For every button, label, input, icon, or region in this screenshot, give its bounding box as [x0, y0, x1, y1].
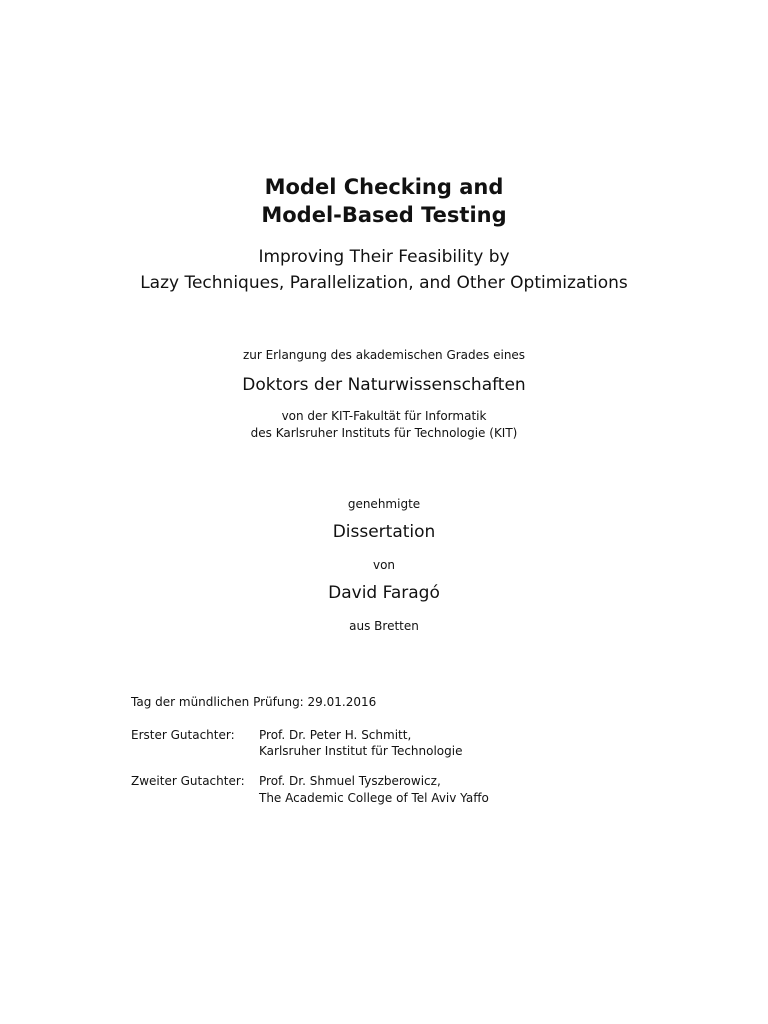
document-type: Dissertation [332, 522, 436, 542]
reviewer-2-affiliation: The Academic College of Tel Aviv Yaffo [259, 791, 489, 805]
approval-von: von [372, 558, 396, 572]
reviewer-2-name: Prof. Dr. Shmuel Tyszberowicz, [259, 774, 441, 788]
reviewer-1-label: Erster Gutachter: [131, 728, 235, 742]
author-origin: aus Bretten [349, 619, 419, 633]
title-line-1: Model Checking and [264, 175, 504, 199]
reviewer-1-affiliation: Karlsruher Institut für Technologie [259, 744, 463, 758]
degree-name: Doktors der Naturwissenschaften [242, 375, 526, 395]
reviewer-1-name: Prof. Dr. Peter H. Schmitt, [259, 728, 412, 742]
faculty-line-1: von der KIT-Fakultät für Informatik [281, 409, 487, 423]
faculty-line-2: des Karlsruher Instituts für Technologie (KIT) [250, 426, 518, 440]
degree-intro: zur Erlangung des akademischen Grades eines [242, 348, 526, 362]
reviewer-2-label: Zweiter Gutachter: [131, 774, 245, 788]
subtitle-line-2: Lazy Techniques, Parallelization, and Other Optimizations [140, 273, 628, 293]
approval-genehmigte: genehmigte [347, 497, 421, 511]
subtitle-line-1: Improving Their Feasibility by [258, 247, 510, 267]
exam-date: Tag der mündlichen Prüfung: 29.01.2016 [131, 695, 377, 709]
author-name: David Faragó [328, 583, 440, 603]
title-line-2: Model-Based Testing [261, 203, 507, 227]
